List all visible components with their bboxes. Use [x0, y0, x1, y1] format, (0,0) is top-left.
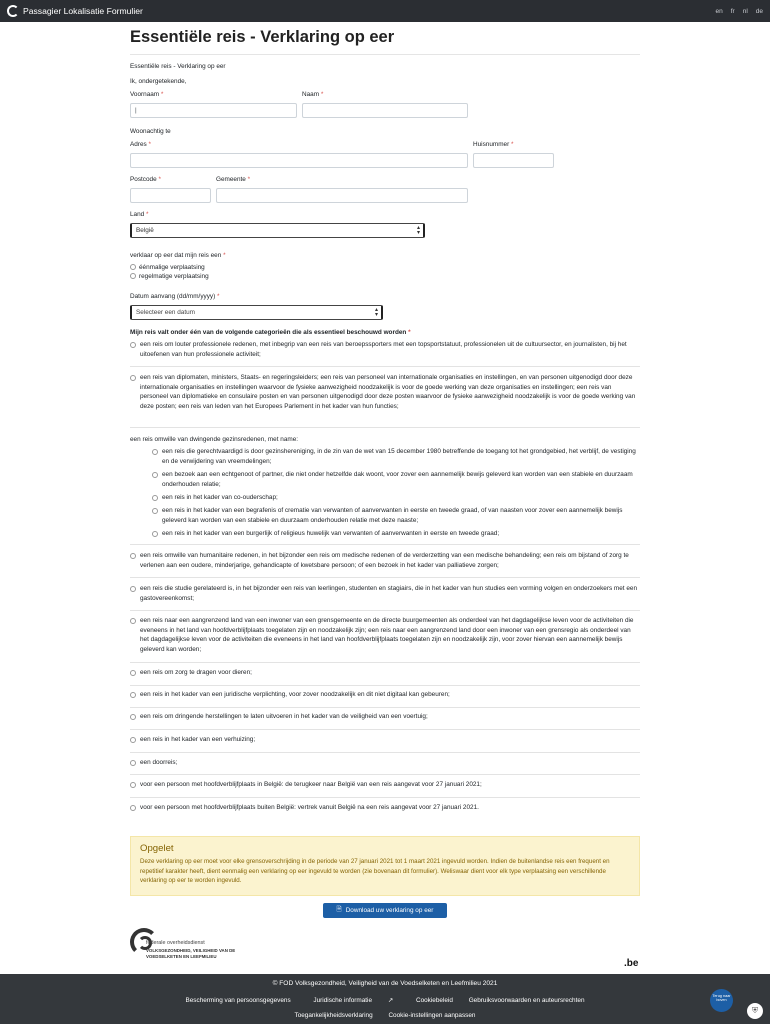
download-button[interactable]: [323, 903, 447, 918]
date-placeholder: Selecteer een datum: [136, 309, 195, 316]
radio-button-icon[interactable]: [152, 472, 158, 478]
radio-button-icon[interactable]: [130, 760, 136, 766]
category-option-legal-obligation[interactable]: een reis in het kader van een juridische verplichting, voor zover noodzakelijk en dit niet digitaal kan gebeuren;: [130, 690, 640, 700]
lang-de-link[interactable]: de: [755, 7, 763, 15]
document-icon: 🗎: [336, 906, 342, 913]
category-option-return-belgium[interactable]: voor een persoon met hoofdverblijfplaats in België: de terugkeer naar België van een reis aangevat voor 27 januari 2021;: [130, 780, 640, 790]
radio-button-icon[interactable]: [130, 714, 136, 720]
category-option-border-region[interactable]: een reis naar een aangrenzend land van een inwoner van een grensgemeente en de directe buurgemeenten als onderdeel van het dagdagelijkse leven voor de activiteiten die eveneens in het land van hoofdverblijfplaats toegelaten zijn en noodzakelijk zijn; een reis naar een aangrenzend land door een inwoner van een grensregio als onderdeel van het dagdagelijkse leven voor de activiteiten die eveneens in het land van hoofdverblijfplaats toegelaten zijn en noodzakelijk zijn, voor zover hiervan een aannemelijk bewijs geleverd kan worden;: [130, 616, 640, 654]
divider: [130, 662, 640, 663]
lang-nl-link[interactable]: nl: [742, 7, 748, 15]
intro-text: Ik, ondergetekende,: [130, 78, 187, 85]
footer-link-cookies[interactable]: Cookiebeleid: [415, 997, 453, 1004]
family-option-co-parenting[interactable]: een reis in het kader van co-ouderschap;: [152, 493, 640, 503]
category-option-leave-belgium[interactable]: voor een persoon met hoofdverblijfplaats buiten België: vertrek vanuit België na een reis aangevat voor 27 januari 2021.: [130, 803, 640, 813]
divider: [130, 366, 640, 367]
family-reasons-heading: een reis omwille van dwingende gezinsredenen, met name:: [130, 436, 299, 443]
gov-logo-line2: VOLKSGEZONDHEID, VEILIGHEID VAN DE VOEDSELKETEN EN LEEFMILIEU: [146, 948, 236, 959]
select-arrows-icon: ▴ ▾: [374, 307, 378, 318]
family-option-partner-visit[interactable]: een bezoek aan een echtgenoot of partner, die niet onder hetzelfde dak woont, voor zover een aannemelijk bewijs geleverd kan worden van een stabiele en duurzaam onderhouden relatie;: [152, 470, 640, 489]
land-selected-value: België: [136, 227, 154, 234]
radio-button-icon[interactable]: [130, 375, 136, 381]
radio-button-icon[interactable]: [152, 449, 158, 455]
select-arrows-icon: ▴ ▾: [416, 225, 420, 236]
radio-button-icon[interactable]: [152, 531, 158, 537]
land-label: Land *: [130, 211, 149, 218]
language-switcher: [715, 8, 763, 15]
date-label: Datum aanvang (dd/mm/yyyy) *: [130, 293, 220, 300]
radio-button-icon[interactable]: [130, 782, 136, 788]
radio-button-icon[interactable]: [130, 670, 136, 676]
footer-link-cookie-settings[interactable]: Cookie-instellingen aanpassen: [388, 1012, 476, 1019]
page-footer: [0, 974, 770, 1024]
huisnummer-input[interactable]: [473, 153, 554, 168]
alert-title: Opgelet: [140, 843, 174, 854]
category-option-study[interactable]: een reis die studie gerelateerd is, in het bijzonder een reis van leerlingen, studenten en stagiairs, die in het kader van hun studies een vorming volgen en onderzoekers met een gastovereenkomst;: [130, 584, 640, 603]
be-logo: .be: [624, 958, 639, 969]
trip-type-option-single[interactable]: éénmalige verplaatsing: [130, 264, 205, 271]
divider: [130, 774, 640, 775]
divider: [130, 752, 640, 753]
radio-button-icon[interactable]: [152, 495, 158, 501]
category-option-diplomatic[interactable]: een reis van diplomaten, ministers, Staats- en regeringsleiders; een reis van personeel van internationale organisaties en instellingen, en van personen uitgenodigd door deze internationale organisaties en instellingen waarvoor de fysieke aanwezigheid noodzakelijk is voor de goede werking van deze organisaties en instellingen; een reis van personeel van diplomatieke en consulaire posten en van personen uitgenodigd door deze posten waarvoor de fysieke aanwezigheid noodzakelijk is voor de goede werking van deze posten; een reis van leden van het Europees Parlement in het kader van hun functies;: [130, 373, 640, 411]
huisnummer-label: Huisnummer *: [473, 141, 514, 148]
naam-label: Naam *: [302, 91, 324, 98]
footer-links: [0, 996, 770, 1004]
radio-button-icon[interactable]: [130, 342, 136, 348]
app-logo-icon: [7, 5, 19, 17]
radio-button-icon[interactable]: [130, 805, 136, 811]
gov-logo: [130, 928, 240, 970]
top-navbar: [0, 0, 770, 22]
category-option-vehicle-repair[interactable]: een reis om dringende herstellingen te laten uitvoeren in het kader van de veiligheid van een voertuig;: [130, 712, 640, 722]
postcode-input[interactable]: [130, 188, 211, 203]
category-option-professional[interactable]: een reis om louter professionele redenen, met inbegrip van een reis van beroepssporters met een topsportstatuut, professionelen uit de cultuursector, en journalisten, bij het uitoefenen van hun professionele activiteit;: [130, 340, 640, 359]
footer-links-secondary: [0, 1012, 770, 1019]
divider: [130, 610, 640, 611]
form-subtitle: Essentiële reis - Verklaring op eer: [130, 63, 226, 70]
family-option-wedding[interactable]: een reis in het kader van een burgerlijk of religieus huwelijk van verwanten of aanverwanten in eerste en tweede graad;: [152, 529, 640, 539]
trip-type-option-regular[interactable]: regelmatige verplaatsing: [130, 273, 209, 280]
radio-button-icon[interactable]: [130, 586, 136, 592]
footer-link-legal[interactable]: Juridische informatie ↗: [313, 997, 394, 1004]
back-to-top-button[interactable]: Terug naar boven: [710, 989, 733, 1012]
adres-input[interactable]: [130, 153, 468, 168]
divider: [130, 577, 640, 578]
divider: [130, 685, 640, 686]
divider: [130, 729, 640, 730]
radio-button-icon[interactable]: [130, 692, 136, 698]
category-option-animals[interactable]: een reis om zorg te dragen voor dieren;: [130, 668, 640, 678]
alert-text: Deze verklaring op eer moet voor elke grensoverschrijding in de periode van 27 januari 2021 tot 1 maart 2021 ingevuld worden. Indien de buitenlandse reis een frequent en repetitief karakter heeft, dient eenmalig een verklaring op eer ingevuld te worden (zie bovenaan dit formulier). Weliswaar dient voor elk type verplaatsing een verschillende verklaring op eer te worden ingevuld.: [140, 858, 610, 885]
categories-heading: Mijn reis valt onder één van de volgende categorieën die als essentieel beschouwd worden *: [130, 329, 411, 336]
divider: [130, 427, 640, 428]
radio-button-icon[interactable]: [130, 553, 136, 559]
radio-button-icon[interactable]: [130, 273, 136, 279]
footer-link-accessibility[interactable]: Toegankelijkheidsverklaring: [294, 1012, 373, 1019]
lang-en-link[interactable]: en: [715, 7, 723, 15]
gemeente-input[interactable]: [216, 188, 468, 203]
footer-link-privacy[interactable]: Bescherming van persoonsgegevens: [185, 997, 291, 1004]
main-content: [130, 22, 640, 811]
radio-button-icon[interactable]: [130, 618, 136, 624]
divider: [130, 707, 640, 708]
gov-logo-line1: federale overheidsdienst: [146, 940, 205, 946]
external-link-icon: ↗: [387, 997, 394, 1004]
adres-label: Adres *: [130, 141, 151, 148]
divider: [130, 544, 640, 545]
woonachtig-label: Woonachtig te: [130, 128, 171, 135]
footer-copyright: © FOD Volksgezondheid, Veiligheid van de Voedselketen en Leefmilieu 2021: [272, 980, 498, 987]
family-option-reunification[interactable]: een reis die gerechtvaardigd is door gezinshereniging, in de zin van de wet van 15 december 1980 betreffende de toegang tot het grondgebied, het verblijf, de vestiging en de verwijdering van vreemdelingen;: [152, 447, 640, 466]
trip-type-label: verklaar op eer dat mijn reis een *: [130, 252, 226, 259]
lang-fr-link[interactable]: fr: [730, 7, 735, 15]
radio-button-icon[interactable]: [130, 264, 136, 270]
radio-button-icon[interactable]: [152, 508, 158, 514]
footer-link-terms[interactable]: Gebruiksvoorwaarden en auteursrechten: [468, 997, 585, 1004]
download-button-label: Download uw verklaring op eer: [345, 907, 434, 914]
category-option-humanitarian[interactable]: een reis omwille van humanitaire redenen, in het bijzonder een reis om medische redenen of de verderzetting van een medische behandeling; een reis om bijstand of zorg te verlenen aan een oudere, minderjarige, gehandicapte of kwetsbare persoon; of een bezoek in het kader van palliatieve zorgen;: [130, 551, 640, 570]
warning-alert: [130, 836, 640, 896]
page-title: Essentiële reis - Verklaring op eer: [130, 28, 640, 55]
naam-input[interactable]: [302, 103, 468, 118]
gemeente-label: Gemeente *: [216, 176, 251, 183]
date-select[interactable]: [130, 305, 383, 320]
brand-title[interactable]: Passagier Lokalisatie Formulier: [23, 6, 143, 16]
category-option-transit[interactable]: een doorreis;: [130, 758, 640, 768]
land-select[interactable]: [130, 223, 425, 238]
radio-button-icon[interactable]: [130, 737, 136, 743]
voornaam-label: Voornaam *: [130, 91, 164, 98]
postcode-label: Postcode *: [130, 176, 161, 183]
voornaam-input[interactable]: |: [130, 103, 297, 118]
shield-icon[interactable]: ⛨: [747, 1003, 763, 1019]
family-option-funeral[interactable]: een reis in het kader van een begrafenis of crematie van verwanten of aanverwanten in eerste en tweede graad, of van naasten voor zover een aannemelijk bewijs geleverd kan worden van een stabiele en duurzaam onderhouden relatie met deze naaste;: [152, 506, 640, 525]
divider: [130, 797, 640, 798]
category-option-moving[interactable]: een reis in het kader van een verhuizing;: [130, 735, 640, 745]
